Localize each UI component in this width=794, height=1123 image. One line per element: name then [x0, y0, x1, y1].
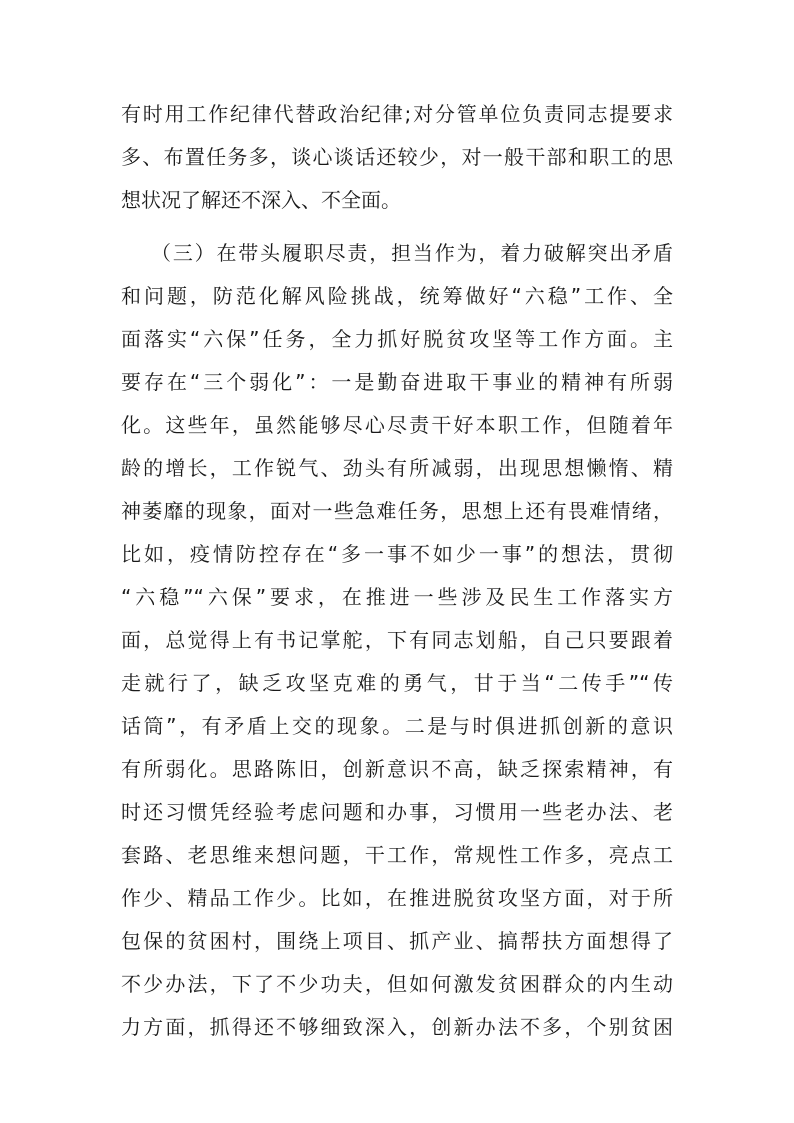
text-line: 面落实“六保”任务，全力抓好脱贫攻坚等工作方面。主 [121, 327, 673, 351]
text-line: 和问题，防范化解风险挑战，统筹做好“六稳”工作、全 [121, 284, 673, 308]
text-line: 化。这些年，虽然能够尽心尽责干好本职工作，但随着年 [121, 413, 673, 437]
text-line: 面，总觉得上有书记掌舵，下有同志划船，自己只要跟着 [121, 628, 673, 652]
text-line: 套路、老思维来想问题，干工作，常规性工作多，亮点工 [121, 843, 673, 867]
text-line: 多、布置任务多，谈心谈话还较少，对一般干部和职工的思 [121, 145, 673, 169]
text-line: 有所弱化。思路陈旧，创新意识不高，缺乏探索精神，有 [121, 757, 673, 781]
text-line: 力方面，抓得还不够细致深入，创新办法不多，个别贫困 [121, 1015, 673, 1039]
text-line: 包保的贫困村，围绕上项目、抓产业、搞帮扶方面想得了 [121, 929, 673, 953]
text-line: 想状况了解还不深入、不全面。 [121, 188, 401, 212]
text-line: 龄的增长，工作锐气、劲头有所减弱，出现思想懒惰、精 [121, 456, 673, 480]
text-line: 有时用工作纪律代替政治纪律;对分管单位负责同志提要求 [121, 102, 673, 126]
text-line: 走就行了，缺乏攻坚克难的勇气，甘于当“二传手”“传 [121, 671, 673, 695]
text-line: 作少、精品工作少。比如，在推进脱贫攻坚方面，对于所 [121, 886, 673, 910]
text-line: 要存在“三个弱化”：一是勤奋进取干事业的精神有所弱 [121, 370, 673, 394]
text-line: 不少办法，下了不少功夫，但如何激发贫困群众的内生动 [121, 972, 673, 996]
text-line: 神萎靡的现象，面对一些急难任务，思想上还有畏难情绪， [121, 499, 673, 523]
text-line: 话筒”，有矛盾上交的现象。二是与时俱进抓创新的意识 [121, 714, 673, 738]
text-line: “六稳”“六保”要求，在推进一些涉及民生工作落实方 [121, 585, 673, 609]
section-heading-line: （三）在带头履职尽责，担当作为，着力破解突出矛盾 [151, 241, 673, 265]
text-line: 时还习惯凭经验考虑问题和办事，习惯用一些老办法、老 [121, 800, 673, 824]
text-line: 比如，疫情防控存在“多一事不如少一事”的想法，贯彻 [121, 542, 673, 566]
